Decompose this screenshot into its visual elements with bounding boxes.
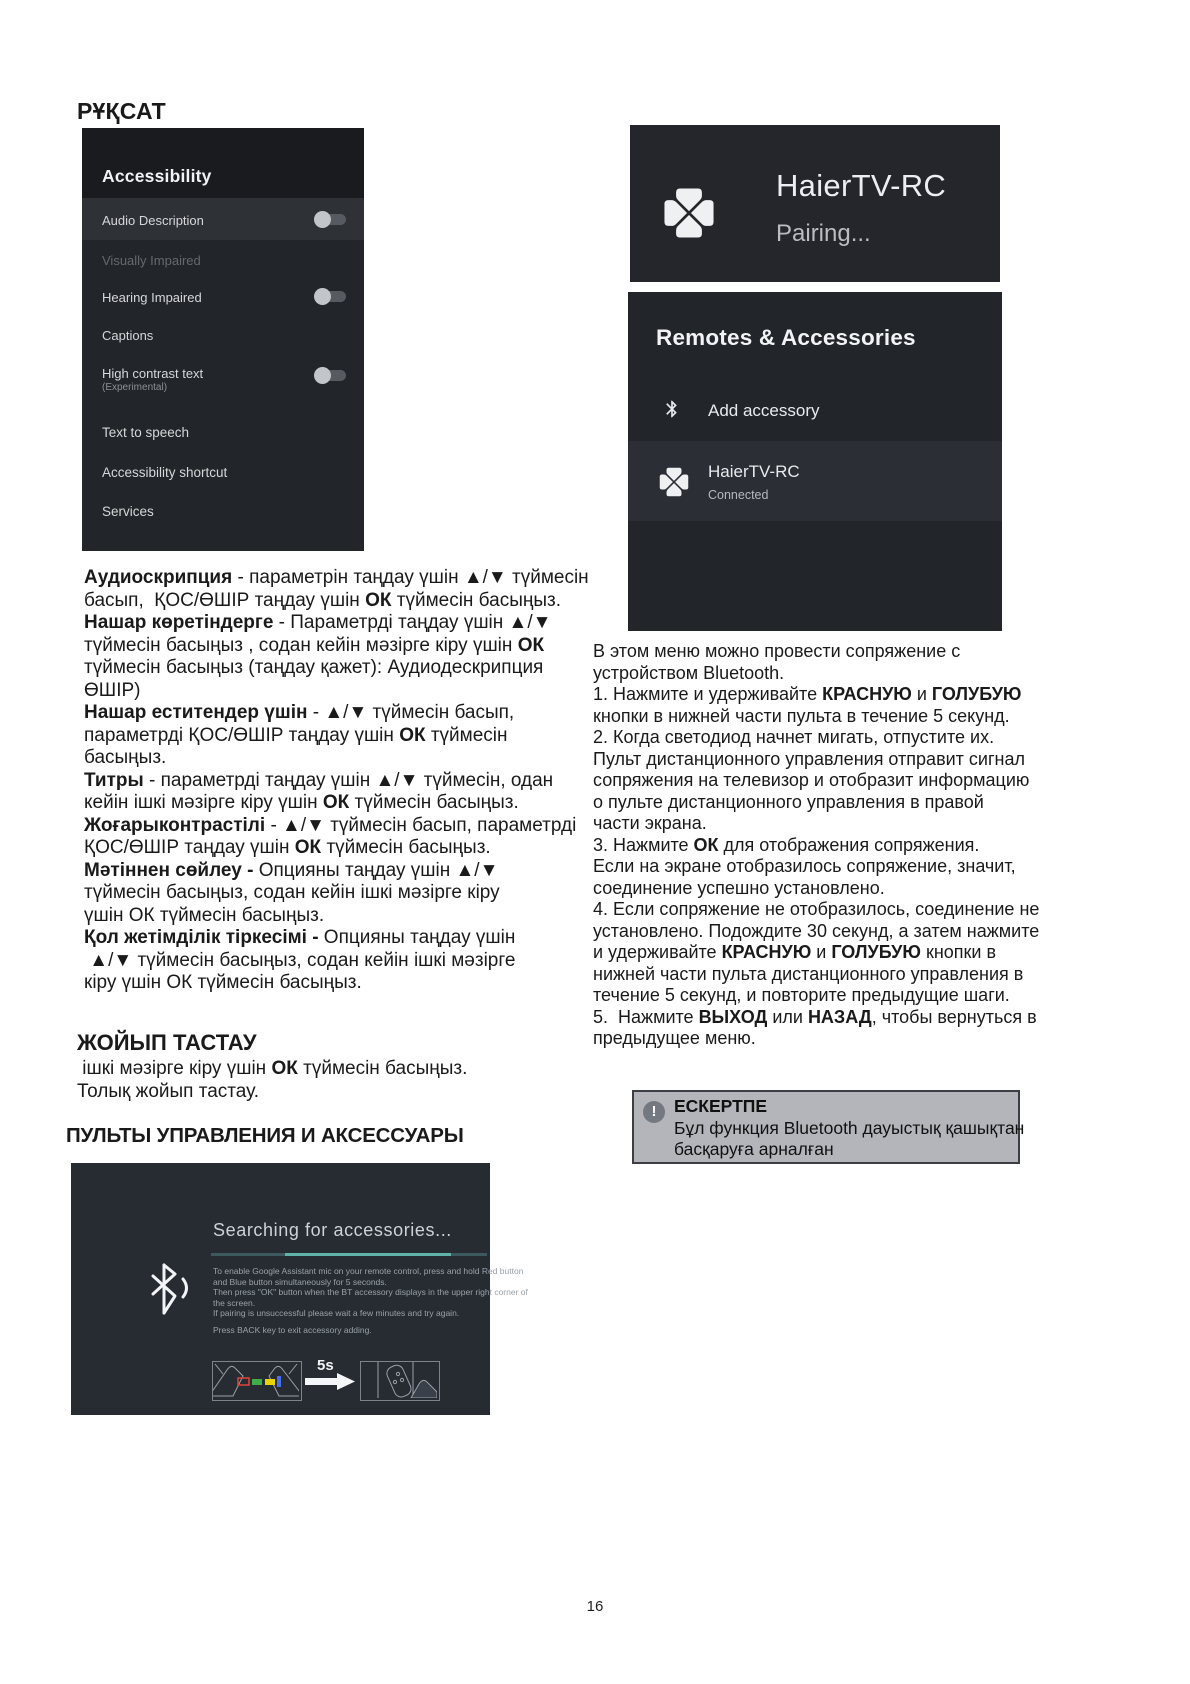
- menu-item-captions: Captions: [102, 328, 154, 343]
- searching-title: Searching for accessories...: [213, 1220, 452, 1240]
- section-title-access: РҰҚСАТ: [77, 98, 166, 124]
- toggle-knob: [314, 367, 331, 384]
- section-title-delete: ЖОЙЫП ТАСТАУ: [77, 1030, 257, 1055]
- progress-bar: [211, 1253, 487, 1256]
- gamepad-dpad-icon-small: [656, 464, 692, 500]
- menu-item-high-contrast: High contrast text: [102, 366, 204, 381]
- gamepad-dpad-icon: [658, 182, 720, 244]
- connected-device-name: HaierTV-RC: [708, 462, 800, 481]
- searching-screenshot: [71, 1163, 528, 1415]
- timer-label: 5s: [317, 1357, 334, 1374]
- bluetooth-icon: [662, 396, 682, 422]
- hearing-impaired-toggle: [314, 288, 346, 305]
- remotes-accessories-screenshot: [628, 292, 1002, 631]
- accessibility-title: Accessibility: [102, 166, 212, 186]
- audio-description-toggle: [314, 211, 346, 228]
- exclamation-icon: !: [643, 1101, 665, 1123]
- remote-press-drawing: [213, 1362, 299, 1398]
- remote-result-drawing: [361, 1362, 437, 1398]
- searching-info-text: To enable Google Assistant mic on your remote control, press and hold Red button and Blue button simultaneously for 5 seconds. Then press "OK" button when the BT accessory displays in the upper right corner of the screen. If pairing is unsuccessful please wait a few minutes and try again.: [213, 1266, 528, 1318]
- menu-item-services: Services: [102, 504, 154, 519]
- remote-result-illustration: [360, 1361, 440, 1401]
- accessibility-header: [82, 128, 364, 198]
- menu-item-hearing-impaired: Hearing Impaired: [102, 290, 202, 305]
- remotes-accessories-title: Remotes & Accessories: [656, 325, 916, 350]
- russian-instructions: В этом меню можно провести сопряжение с устройством Bluetooth. 1. Нажмите и удерживайте КРАСНУЮ и ГОЛУБУЮ кнопки в нижней части пульта в течение 5 секунд. 2. Когда светодиод начнет мигать, отпустите их. Пульт дистанционного управления отправит сигнал сопряжения на телевизор и отобразит информацию о пульте дистанционного управления в правой части экрана. 3. Нажмите ОК для отображения сопряжения. Если на экране отобразилось сопряжение, значит, соединение успешно установлено. 4. Если сопряжение не отобразилось, соединение не установлено. Подождите 30 секунд, а затем нажмите и удерживайте КРАСНУЮ и ГОЛУБУЮ кнопки в нижней части пульта дистанционного управления в течение 5 секунд, и повторите предыдущие шаги. 5. Нажмите ВЫХОД или НАЗАД, чтобы вернуться в предыдущее меню.: [593, 641, 1040, 1048]
- add-accessory-item: Add accessory: [708, 401, 820, 420]
- high-contrast-toggle: [314, 367, 346, 384]
- kazakh-instructions: Аудиоскрипция - параметрін таңдау үшін ▲/▼ түймесін басып, ҚОС/ӨШІР таңдау үшін ОК түймесін басыңыз. Нашар көретіндерге - Параметрді таңдау үшін ▲/▼ түймесін басыңыз , содан кейін мәзірге кіру үшін ОК түймесін басыңыз (таңдау қажет): Аудиодескрипция ӨШІР) Нашар еститендер үшін - ▲/▼ түймесін басып, параметрді ҚОС/ӨШІР таңдау үшін ОК түймесін басыңыз. Титры - параметрді таңдау үшін ▲/▼ түймесін, одан кейін ішкі мәзірге кіру үшін ОК түймесін басыңыз. Жоғарыконтрастілі - ▲/▼ түймесін басып, параметрді ҚОС/ӨШІР таңдау үшін ОК түймесін басыңыз. Мәтіннен сөйлеу - Опцияны таңдау үшін ▲/▼ түймесін басыңыз, содан кейін ішкі мәзірге кіру үшін ОК түймесін басыңыз. Қол жетімділік тіркесімі - Опцияны таңдау үшін ▲/▼ түймесін басыңыз, содан кейін ішкі мәзірге кіру үшін ОК түймесін басыңыз.: [84, 567, 589, 993]
- connected-device-status: Connected: [708, 488, 769, 502]
- note-text: Бұл функция Bluetooth дауыстық қашықтан басқаруға арналған: [674, 1118, 1025, 1159]
- accessibility-screenshot: [82, 128, 364, 551]
- arrow-right-icon: [305, 1373, 355, 1390]
- toggle-knob: [314, 288, 331, 305]
- note-title: ЕСКЕРТПЕ: [674, 1096, 768, 1116]
- menu-item-accessibility-shortcut: Accessibility shortcut: [102, 465, 228, 480]
- progress-bar-fill: [285, 1253, 451, 1256]
- searching-back-text: Press BACK key to exit accessory adding.: [213, 1325, 372, 1335]
- remote-press-illustration: [212, 1361, 302, 1401]
- toggle-knob: [314, 211, 331, 228]
- pairing-status: Pairing...: [776, 220, 871, 247]
- menu-item-audio-description: Audio Description: [102, 213, 204, 228]
- pairing-device-name: HaierTV-RC: [776, 168, 947, 203]
- bluetooth-outline-icon: [148, 1262, 192, 1316]
- high-contrast-subtitle: (Experimental): [102, 382, 168, 393]
- pairing-screenshot: [630, 125, 1000, 282]
- menu-item-visually-impaired: Visually Impaired: [102, 253, 201, 268]
- section-title-remotes: ПУЛЬТЫ УПРАВЛЕНИЯ И АКСЕССУАРЫ: [66, 1124, 464, 1147]
- menu-item-text-to-speech: Text to speech: [102, 425, 190, 440]
- delete-instructions: ішкі мәзірге кіру үшін ОК түймесін басыңыз. Толық жойып тастау.: [77, 1058, 468, 1102]
- note-box: [632, 1090, 1025, 1164]
- page-number: 16: [586, 1598, 604, 1615]
